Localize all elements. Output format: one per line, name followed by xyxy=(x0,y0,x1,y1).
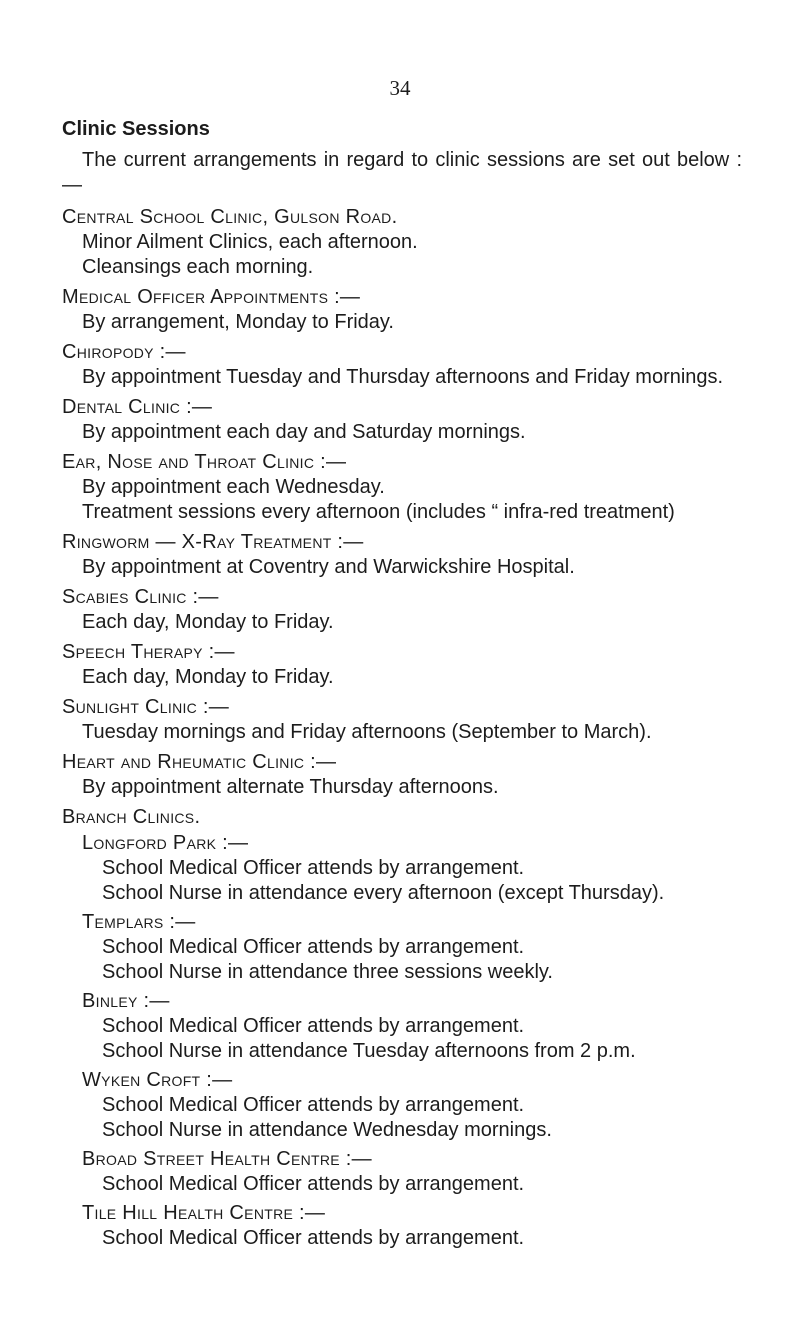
section-line: By appointment at Coventry and Warwickshire Hospital. xyxy=(82,556,575,578)
branch-clinic-line: School Medical Officer attends by arrangement. xyxy=(102,1227,525,1249)
section-line: Cleansings each morning. xyxy=(82,256,314,278)
branch-clinic-line: School Medical Officer attends by arrangement. xyxy=(102,857,525,879)
clinic-section xyxy=(62,204,742,280)
branch-clinic-heading: Longford Park :— xyxy=(82,832,249,854)
section-heading: Ear, Nose and Throat Clinic :— xyxy=(62,451,347,473)
clinic-section xyxy=(62,694,742,745)
branch-clinic xyxy=(82,909,742,985)
branch-clinic-line: School Medical Officer attends by arrangement. xyxy=(102,1015,525,1037)
branch-clinics-list xyxy=(62,830,742,1251)
branch-clinic-line: School Nurse in attendance Wednesday mornings. xyxy=(102,1119,552,1141)
clinic-section xyxy=(62,339,742,390)
branch-clinic-heading: Binley :— xyxy=(82,990,170,1012)
branch-clinic-line: School Medical Officer attends by arrangement. xyxy=(102,936,525,958)
clinic-section xyxy=(62,584,742,635)
section-line: By appointment each day and Saturday mornings. xyxy=(82,421,526,443)
section-heading: Medical Officer Appointments :— xyxy=(62,286,361,308)
section-line: By arrangement, Monday to Friday. xyxy=(82,311,394,333)
branch-clinic-heading: Tile Hill Health Centre :— xyxy=(82,1202,326,1224)
branch-clinic xyxy=(82,988,742,1064)
page-title: Clinic Sessions xyxy=(62,118,210,140)
clinic-section xyxy=(62,639,742,690)
clinic-section xyxy=(62,394,742,445)
section-line: Minor Ailment Clinics, each afternoon. xyxy=(82,231,418,253)
branch-clinic xyxy=(82,1146,742,1197)
section-line: Tuesday mornings and Friday afternoons (September to March). xyxy=(82,721,652,743)
clinic-section xyxy=(62,284,742,335)
section-line: Each day, Monday to Friday. xyxy=(82,666,334,688)
branch-clinic xyxy=(82,1200,742,1251)
document-body xyxy=(62,115,742,1255)
section-heading: Heart and Rheumatic Clinic :— xyxy=(62,751,337,773)
branch-clinics-section xyxy=(62,804,742,1251)
branch-clinic-heading: Templars :— xyxy=(82,911,196,933)
branch-clinics-heading: Branch Clinics. xyxy=(62,806,201,828)
clinic-section xyxy=(62,529,742,580)
branch-clinic xyxy=(82,830,742,906)
branch-clinic-line: School Nurse in attendance Tuesday afternoons from 2 p.m. xyxy=(102,1040,636,1062)
section-heading: Dental Clinic :— xyxy=(62,396,213,418)
branch-clinic-line: School Medical Officer attends by arrangement. xyxy=(102,1173,525,1195)
branch-clinic-line: School Nurse in attendance three sessions weekly. xyxy=(102,961,553,983)
section-heading: Ringworm — X-Ray Treatment :— xyxy=(62,531,364,553)
branch-clinic-line: School Medical Officer attends by arrangement. xyxy=(102,1094,525,1116)
branch-clinic-line: School Nurse in attendance every afternoon (except Thursday). xyxy=(102,882,665,904)
section-heading: Scabies Clinic :— xyxy=(62,586,219,608)
page-number: 34 xyxy=(389,76,411,100)
section-heading: Speech Therapy :— xyxy=(62,641,235,663)
section-line: By appointment Tuesday and Thursday afternoons and Friday mornings. xyxy=(82,366,724,388)
branch-clinic-heading: Broad Street Health Centre :— xyxy=(82,1148,372,1170)
branch-clinic xyxy=(82,1067,742,1143)
section-line: Treatment sessions every afternoon (includes “ infra-red treatment) xyxy=(82,501,675,523)
section-line: By appointment each Wednesday. xyxy=(82,476,385,498)
clinic-section xyxy=(62,749,742,800)
clinic-section xyxy=(62,449,742,525)
branch-clinic-heading: Wyken Croft :— xyxy=(82,1069,233,1091)
clinic-sections xyxy=(62,204,742,800)
section-heading: Chiropody :— xyxy=(62,341,186,363)
section-line: Each day, Monday to Friday. xyxy=(82,611,334,633)
intro-paragraph: The current arrangements in regard to clinic sessions are set out below :— xyxy=(62,149,742,196)
section-line: By appointment alternate Thursday afternoons. xyxy=(82,776,499,798)
section-heading: Central School Clinic, Gulson Road. xyxy=(62,206,398,228)
section-heading: Sunlight Clinic :— xyxy=(62,696,230,718)
